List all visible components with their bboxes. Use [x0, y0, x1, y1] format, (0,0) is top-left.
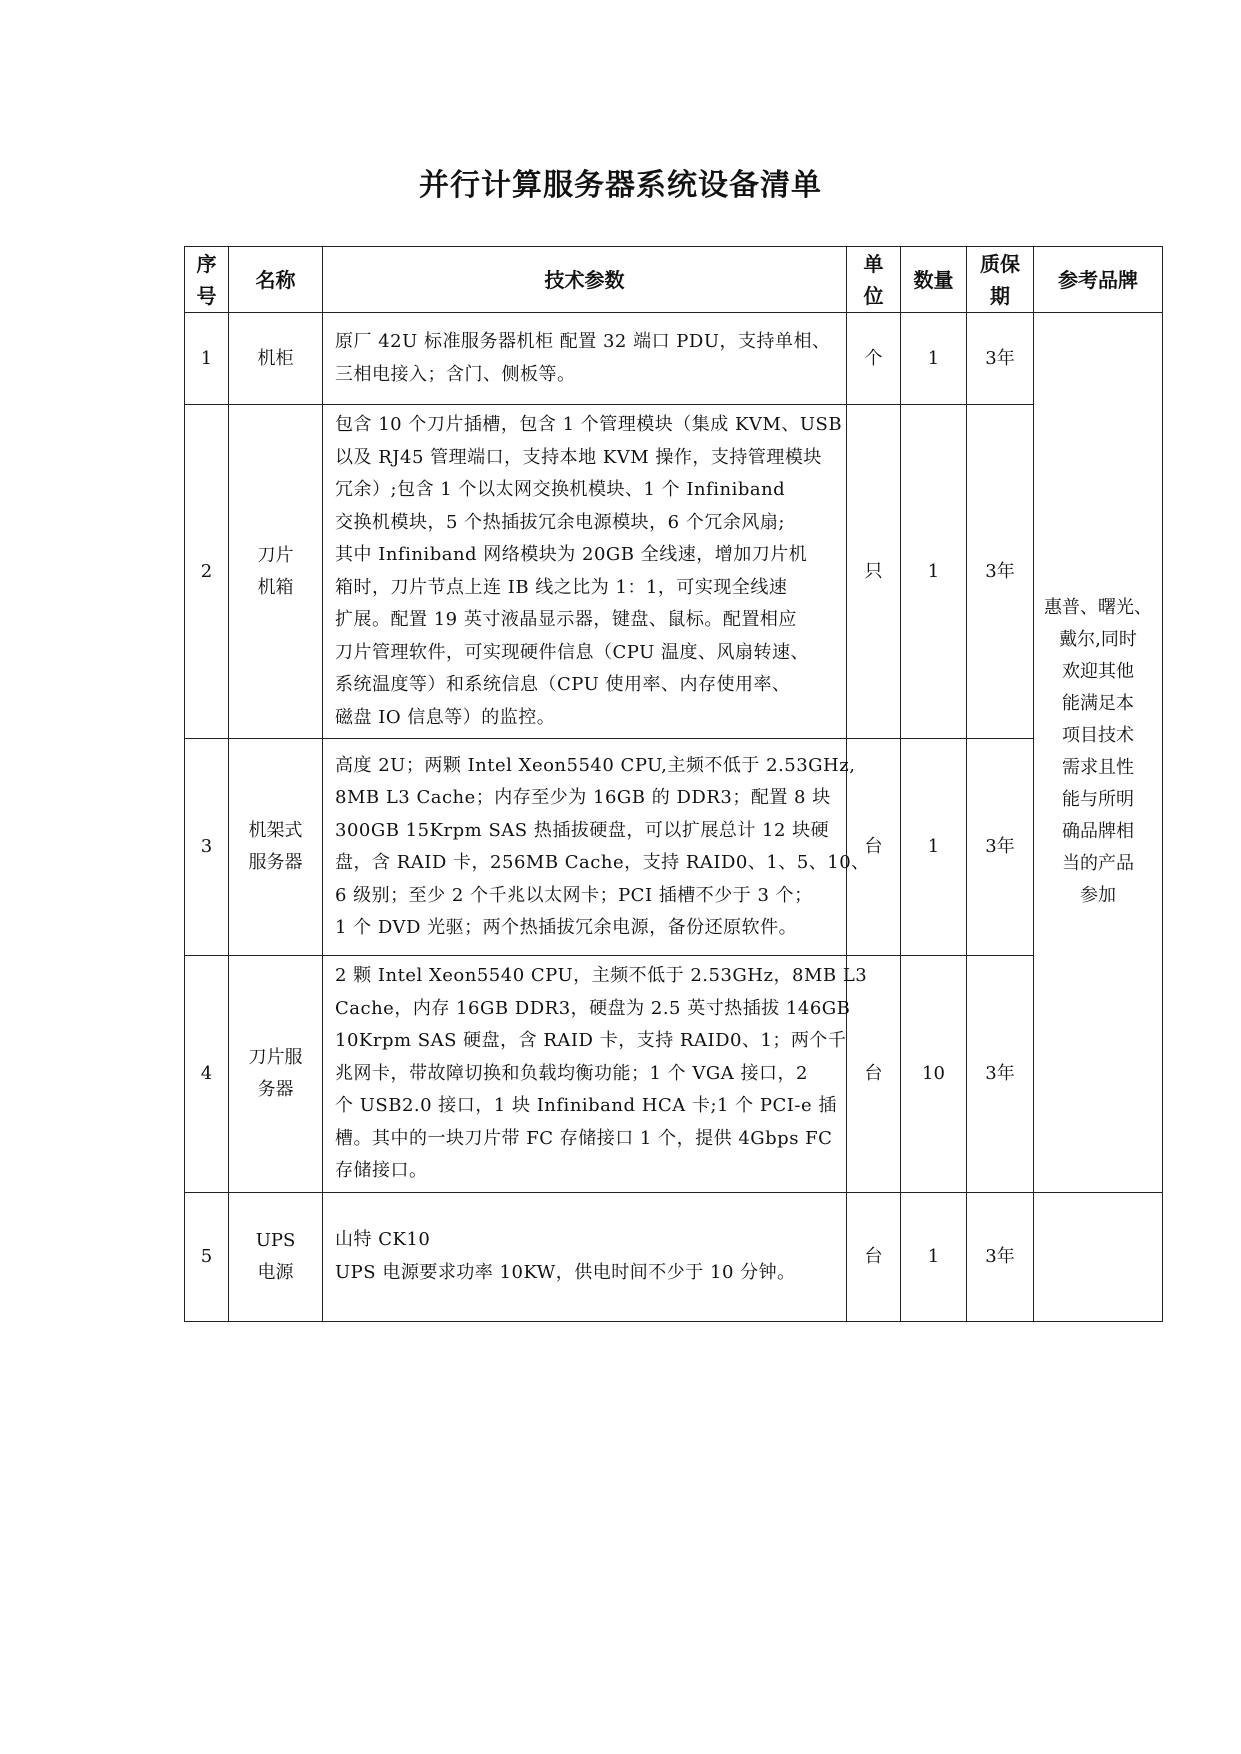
cell-params: 山特 CK10 UPS 电源要求功率 10KW，供电时间不少于 10 分钟。	[323, 1192, 847, 1321]
cell-name: 机架式 服务器	[229, 739, 323, 956]
cell-name: 机柜	[229, 313, 323, 405]
cell-name: 刀片服 务器	[229, 956, 323, 1193]
table-row	[185, 1192, 1163, 1321]
header-seq: 序 号	[185, 247, 229, 313]
cell-unit: 个	[847, 313, 901, 405]
cell-qty: 10	[901, 956, 967, 1193]
cell-unit: 台	[847, 1192, 901, 1321]
cell-name: 刀片 机箱	[229, 405, 323, 739]
header-warranty: 质保 期	[967, 247, 1034, 313]
cell-seq: 4	[185, 956, 229, 1193]
cell-name: UPS 电源	[229, 1192, 323, 1321]
cell-warranty: 3年	[967, 956, 1034, 1193]
equipment-table	[184, 246, 1163, 1322]
cell-params: 原厂 42U 标准服务器机柜 配置 32 端口 PDU，支持单相、 三相电接入；含门、侧板等。	[323, 313, 847, 405]
header-name: 名称	[229, 247, 323, 313]
cell-unit: 台	[847, 956, 901, 1193]
header-row	[185, 247, 1163, 313]
table-row	[185, 313, 1163, 405]
table-row	[185, 405, 1163, 739]
cell-qty: 1	[901, 405, 967, 739]
table-row	[185, 956, 1163, 1193]
cell-warranty: 3年	[967, 1192, 1034, 1321]
cell-qty: 1	[901, 1192, 967, 1321]
cell-qty: 1	[901, 313, 967, 405]
page-title: 并行计算服务器系统设备清单	[419, 168, 822, 203]
cell-params: 高度 2U；两颗 Intel Xeon5540 CPU,主频不低于 2.53GHz, 8MB L3 Cache；内存至少为 16GB 的 DDR3；配置 8 块 300GB 15Krpm SAS 热插拔硬盘，可以扩展总计 12 块硬 盘，含 RAID 卡，256MB Cache，支持 RAID0、1、5、10、 6 级别；至少 2 个千兆以太网卡；PCI 插槽不少于 3 个； 1 个 DVD 光驱；两个热插拔冗余电源，备份还原软件。	[323, 739, 847, 956]
header-unit: 单 位	[847, 247, 901, 313]
cell-seq: 1	[185, 313, 229, 405]
cell-qty: 1	[901, 739, 967, 956]
cell-unit: 台	[847, 739, 901, 956]
table-row	[185, 739, 1163, 956]
cell-warranty: 3年	[967, 313, 1034, 405]
cell-warranty: 3年	[967, 739, 1034, 956]
cell-brand: 惠普、曙光、 戴尔,同时 欢迎其他 能满足本 项目技术 需求且性 能与所明 确品牌相 当的产品 参加	[1034, 313, 1163, 1193]
header-params: 技术参数	[323, 247, 847, 313]
cell-warranty: 3年	[967, 405, 1034, 739]
cell-params: 2 颗 Intel Xeon5540 CPU，主频不低于 2.53GHz，8MB L3 Cache，内存 16GB DDR3，硬盘为 2.5 英寸热插拔 146GB 10Krpm SAS 硬盘，含 RAID 卡，支持 RAID0、1；两个千 兆网卡，带故障切换和负载均衡功能；1 个 VGA 接口，2 个 USB2.0 接口，1 块 Infiniband HCA 卡;1 个 PCI-e 插 槽。其中的一块刀片带 FC 存储接口 1 个，提供 4Gbps FC 存储接口。	[323, 956, 847, 1193]
header-qty: 数量	[901, 247, 967, 313]
cell-seq: 2	[185, 405, 229, 739]
header-brand: 参考品牌	[1034, 247, 1163, 313]
cell-params: 包含 10 个刀片插槽，包含 1 个管理模块（集成 KVM、USB 以及 RJ45 管理端口，支持本地 KVM 操作，支持管理模块 冗余）;包含 1 个以太网交换机模块、1 个 Infiniband 交换机模块，5 个热插拔冗余电源模块，6 个冗余风扇; 其中 Infiniband 网络模块为 20GB 全线速，增加刀片机 箱时，刀片节点上连 IB 线之比为 1：1，可实现全线速 扩展。配置 19 英寸液晶显示器，键盘、鼠标。配置相应 刀片管理软件，可实现硬件信息（CPU 温度、风扇转速、 系统温度等）和系统信息（CPU 使用率、内存使用率、 磁盘 IO 信息等）的监控。	[323, 405, 847, 739]
cell-brand-empty	[1034, 1192, 1163, 1321]
cell-unit: 只	[847, 405, 901, 739]
cell-seq: 5	[185, 1192, 229, 1321]
cell-seq: 3	[185, 739, 229, 956]
